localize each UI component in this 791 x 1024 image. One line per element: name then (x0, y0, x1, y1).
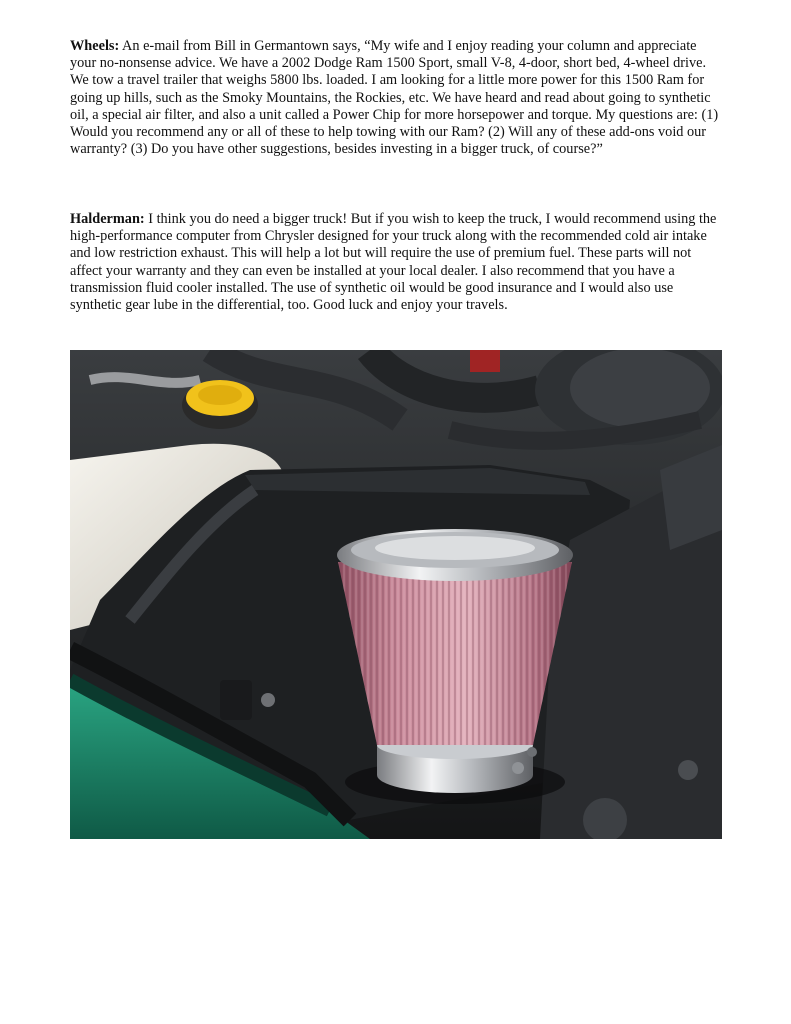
question-speaker: Wheels: (70, 38, 120, 54)
engine-bay-photo (70, 350, 722, 839)
answer-paragraph (70, 211, 722, 314)
question-paragraph (70, 38, 722, 158)
answer-text: I think you do need a bigger truck! But if you wish to keep the truck, I would recommend using the high-performance computer from Chrysler designed for your truck along with the recommended cold air intake and low restriction exhaust. This will help a lot but will require the use of premium fuel. These parts will not affect your warranty and they can even be installed at your local dealer. I also recommend that you have a transmission fluid cooler installed. The use of synthetic oil would be good insurance and I would also use synthetic gear lube in the differential, too. Good luck and enjoy your travels. (70, 211, 717, 314)
answer-speaker: Halderman: (70, 211, 145, 227)
engine-bay-illustration (70, 350, 722, 839)
question-text: An e-mail from Bill in Germantown says, “My wife and I enjoy reading your column and appreciate your no-nonsense advice. We have a 2002 Dodge Ram 1500 Sport, small V-8, 4-door, short bed, 4-wheel drive. We tow a travel trailer that weighs 5800 lbs. loaded. I am looking for a little more power for this 1500 Ram for going up hills, such as the Smoky Mountains, the Rockies, etc. We have heard and read about going to synthetic oil, a special air filter, and also a unit called a Power Chip for more horsepower and torque. My questions are: (1) Would you recommend any or all of these to help towing with our Ram? (2) Will any of these add-ons void our warranty? (3) Do you have other suggestions, besides investing in a bigger truck, of course?” (70, 38, 719, 158)
